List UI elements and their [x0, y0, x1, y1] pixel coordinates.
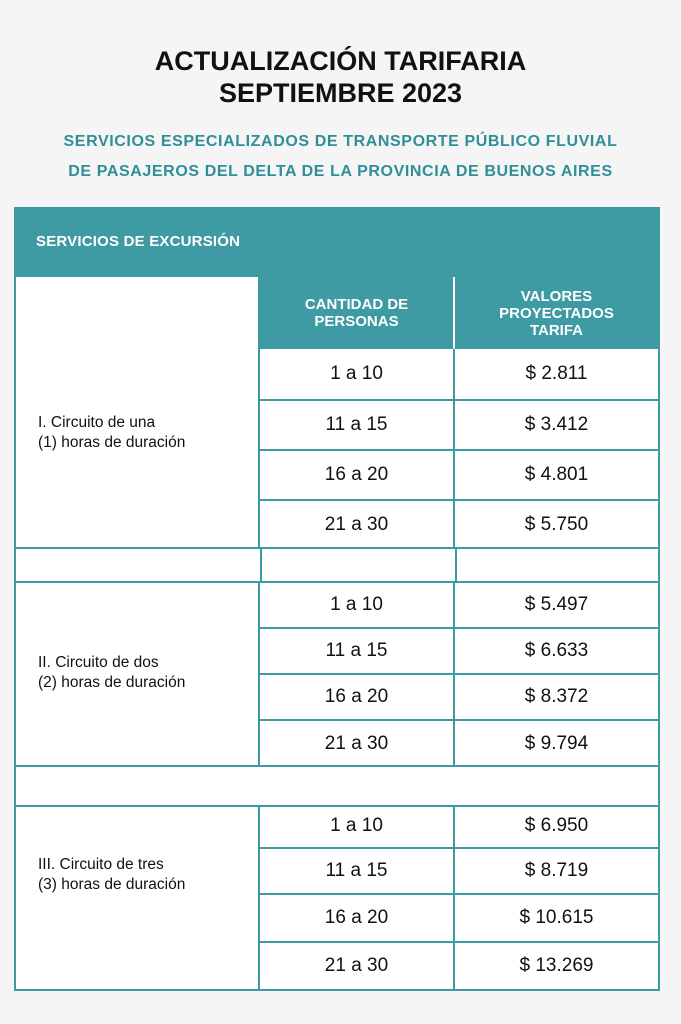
value-cell: $ 6.633 — [524, 640, 589, 661]
value-cell: $ 10.615 — [519, 907, 594, 928]
section-label: SERVICIOS DE EXCURSIÓN — [36, 233, 241, 250]
people-cell: 16 a 20 — [260, 895, 455, 941]
people-cell: 16 a 20 — [260, 451, 455, 499]
row-spacer — [16, 547, 658, 583]
value-cell: $ 9.794 — [524, 733, 589, 754]
table-row — [260, 675, 658, 721]
table-row — [260, 805, 658, 849]
table-row — [260, 349, 658, 401]
people-cell: 1 a 10 — [260, 349, 455, 399]
table-row — [260, 721, 658, 767]
table-row — [260, 401, 658, 451]
people-cell: 21 a 30 — [260, 721, 455, 767]
column-header-values — [455, 277, 658, 349]
circuit-label-line1: I. Circuito de una — [38, 414, 156, 431]
page-title-line1: ACTUALIZACIÓN TARIFARIA — [154, 46, 527, 76]
table-row — [260, 451, 658, 501]
value-cell: $ 13.269 — [519, 955, 594, 976]
people-cell: 16 a 20 — [260, 675, 455, 719]
row-spacer — [16, 765, 658, 807]
people-cell: 1 a 10 — [260, 805, 455, 847]
column-header-values-line1: VALORES — [520, 287, 593, 305]
value-cell: $ 5.750 — [524, 514, 589, 535]
people-cell: 1 a 10 — [260, 583, 455, 627]
column-header-values-line2: PROYECTADOS — [499, 304, 614, 322]
table-row — [260, 629, 658, 675]
people-cell: 21 a 30 — [260, 943, 455, 989]
table-row — [260, 501, 658, 549]
section-header-band — [16, 209, 658, 277]
value-cell: $ 8.372 — [524, 686, 589, 707]
column-header-people-line1: CANTIDAD DE — [304, 296, 409, 313]
circuit-label — [38, 653, 185, 693]
table-row — [260, 943, 658, 989]
value-cell: $ 2.811 — [525, 363, 588, 384]
table-row — [260, 849, 658, 895]
people-cell: 11 a 15 — [260, 629, 455, 673]
table-row — [260, 895, 658, 943]
value-cell: $ 3.412 — [524, 414, 589, 435]
value-cell: $ 5.497 — [524, 594, 589, 615]
circuit-label — [38, 413, 185, 453]
people-cell: 21 a 30 — [260, 501, 455, 549]
table-row — [260, 583, 658, 629]
circuit-label-line2: (2) horas de duración — [38, 674, 186, 691]
circuit-label-cell — [16, 277, 260, 549]
value-cell: $ 6.950 — [524, 815, 589, 836]
column-header-values-line3: TARIFA — [529, 321, 584, 339]
circuit-label-line1: II. Circuito de dos — [38, 654, 159, 671]
people-cell: 11 a 15 — [260, 849, 455, 893]
circuit-label-cell — [16, 805, 260, 991]
circuit-label-line1: III. Circuito de tres — [38, 856, 164, 873]
circuit-label-line2: (1) horas de duración — [38, 434, 186, 451]
circuit-label-line2: (3) horas de duración — [38, 876, 186, 893]
value-cell: $ 8.719 — [524, 860, 589, 881]
circuit-label — [38, 855, 185, 895]
value-cell: $ 4.801 — [524, 464, 589, 485]
subtitle-line1: SERVICIOS ESPECIALIZADOS DE TRANSPORTE PÚBLICO FLUVIAL — [63, 133, 618, 150]
column-header-people — [260, 277, 455, 349]
circuit-label-cell — [16, 583, 260, 767]
column-header-people-line2: PERSONAS — [314, 313, 399, 330]
page-title-line2: SEPTIEMBRE 2023 — [218, 78, 463, 108]
people-cell: 11 a 15 — [260, 401, 455, 449]
tariff-table — [14, 207, 660, 991]
subtitle-line2: DE PASAJEROS DEL DELTA DE LA PROVINCIA DE BUENOS AIRES — [68, 163, 613, 180]
